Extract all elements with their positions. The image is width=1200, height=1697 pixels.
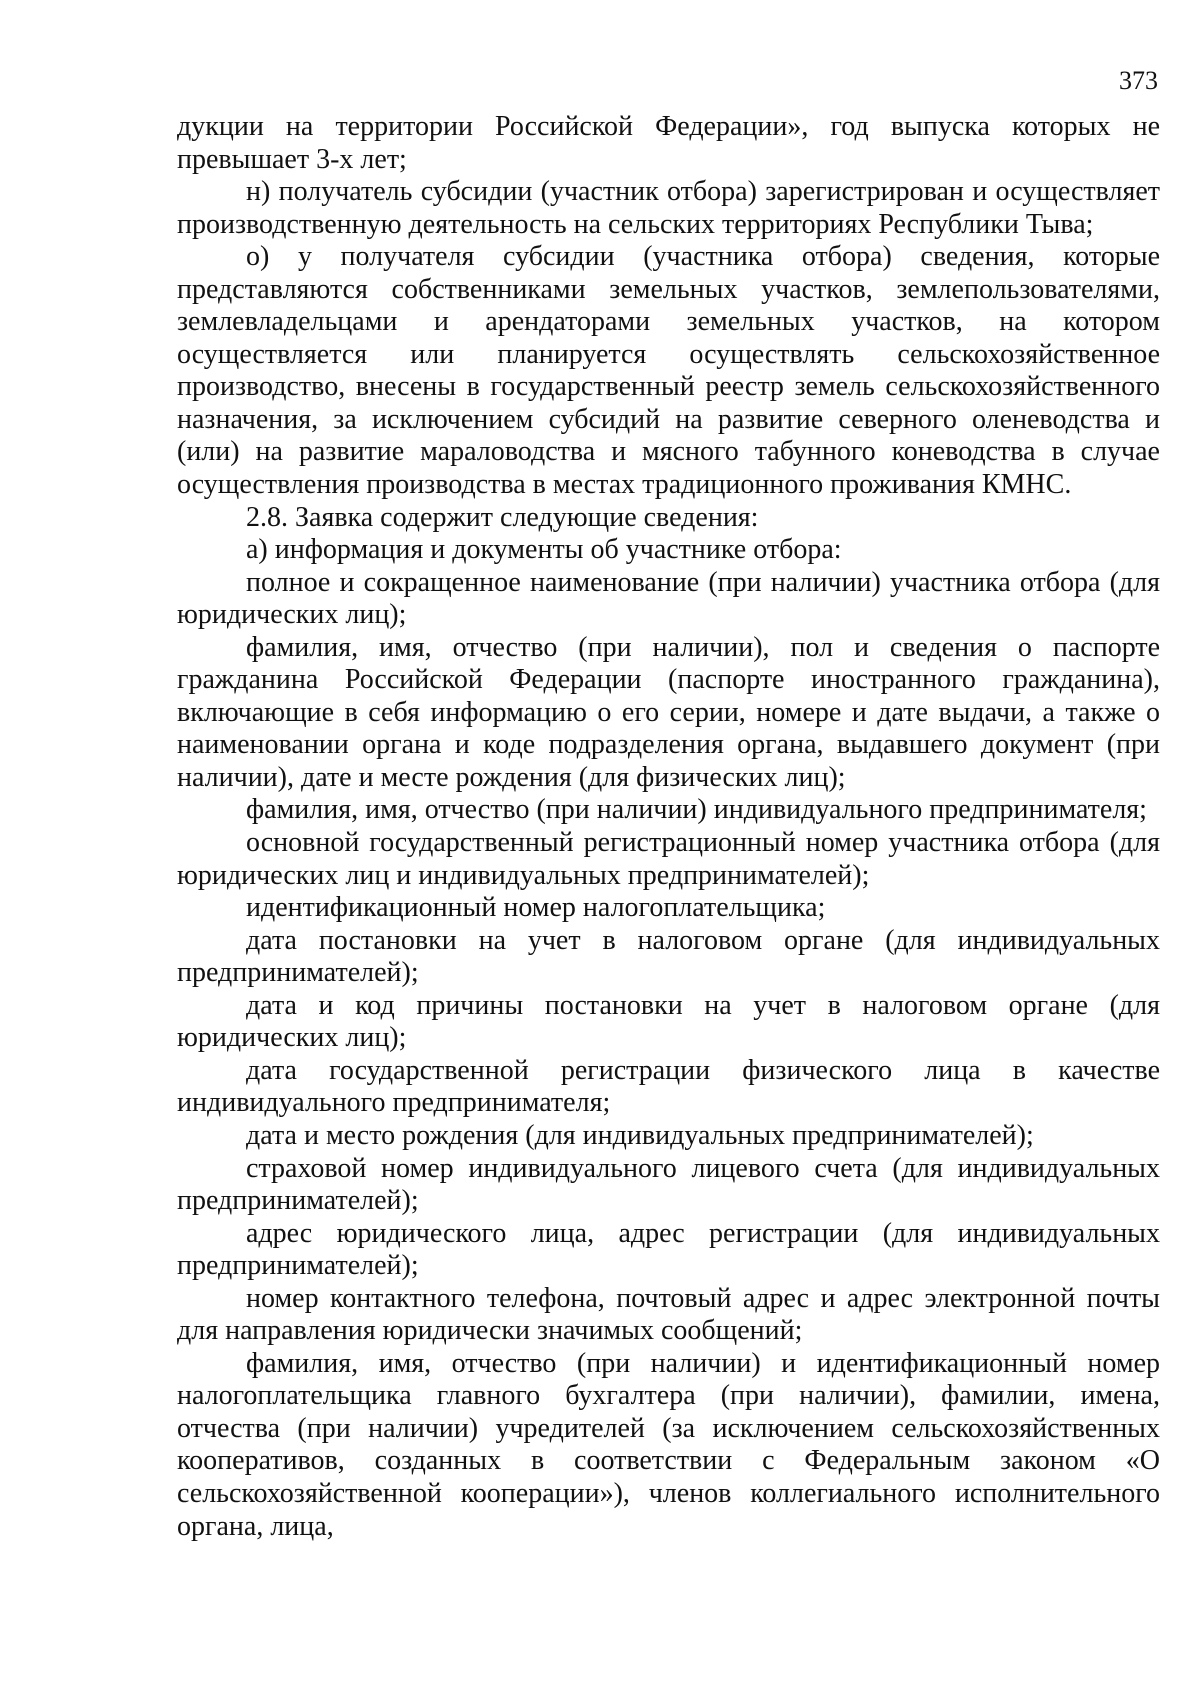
paragraph: идентификационный номер налогоплательщика; <box>246 892 826 924</box>
paragraph: адрес юридического лица, адрес регистрации (для индивидуальных предпринимателей); <box>177 1217 1160 1282</box>
paragraph: дукции на территории Российской Федерации», год выпуска которых не превышает 3-х лет; <box>177 111 1160 175</box>
paragraph: дата постановки на учет в налоговом органе (для индивидуальных предпринимателей); <box>177 924 1160 989</box>
paragraph: фамилия, имя, отчество (при наличии) и идентификационный номер налогоплательщика главного бухгалтера (при наличии), фамилии, имена, отчества (при наличии) учредителей (за исключением сельскохозяйственных кооперативов, созданных в соответствии с Федеральным законом «О сельскохозяйственной кооперации»), членов коллегиального исполнительного органа, лица, <box>177 1347 1160 1542</box>
paragraph: дата государственной регистрации физического лица в качестве индивидуального предпринимателя; <box>177 1054 1160 1119</box>
paragraph: а) информация и документы об участнике отбора: <box>246 534 842 566</box>
document-body <box>177 111 1160 1543</box>
paragraph: фамилия, имя, отчество (при наличии), пол и сведения о паспорте гражданина Российской Федерации (паспорте иностранного гражданина), включающие в себя информацию о его серии, номере и дате выдачи, а также о наименовании органа и коде подразделения органа, выдавшего документ (при наличии), дате и месте рождения (для физических лиц); <box>177 631 1160 793</box>
paragraph: фамилия, имя, отчество (при наличии) индивидуального предпринимателя; <box>246 794 1147 826</box>
page-number: 373 <box>1119 66 1158 95</box>
paragraph: о) у получателя субсидии (участника отбора) сведения, которые представляются собственниками земельных участков, землепользователями, землевладельцами и арендаторами земельных участков, на котором осуществляется или планируется осуществлять сельскохозяйственное производство, внесены в государственный реестр земель сельскохозяйственного назначения, за исключением субсидий на развитие северного оленеводства и (или) на развитие мараловодства и мясного табунного коневодства в случае осуществления производства в местах традиционного проживания КМНС. <box>177 241 1160 501</box>
paragraph: дата и место рождения (для индивидуальных предпринимателей); <box>246 1119 1034 1151</box>
paragraph: полное и сокращенное наименование (при наличии) участника отбора (для юридических лиц); <box>177 566 1160 631</box>
paragraph: н) получатель субсидии (участник отбора) зарегистрирован и осуществляет производственную деятельность на сельских территориях Республики Тыва; <box>177 176 1160 240</box>
paragraph: дата и код причины постановки на учет в налоговом органе (для юридических лиц); <box>177 989 1160 1054</box>
paragraph: основной государственный регистрационный номер участника отбора (для юридических лиц и индивидуальных предпринимателей); <box>177 827 1160 891</box>
paragraph: страховой номер индивидуального лицевого счета (для индивидуальных предпринимателей); <box>177 1152 1160 1217</box>
paragraph: 2.8. Заявка содержит следующие сведения: <box>246 501 759 533</box>
paragraph: номер контактного телефона, почтовый адрес и адрес электронной почты для направления юридически значимых сообщений; <box>177 1282 1160 1347</box>
